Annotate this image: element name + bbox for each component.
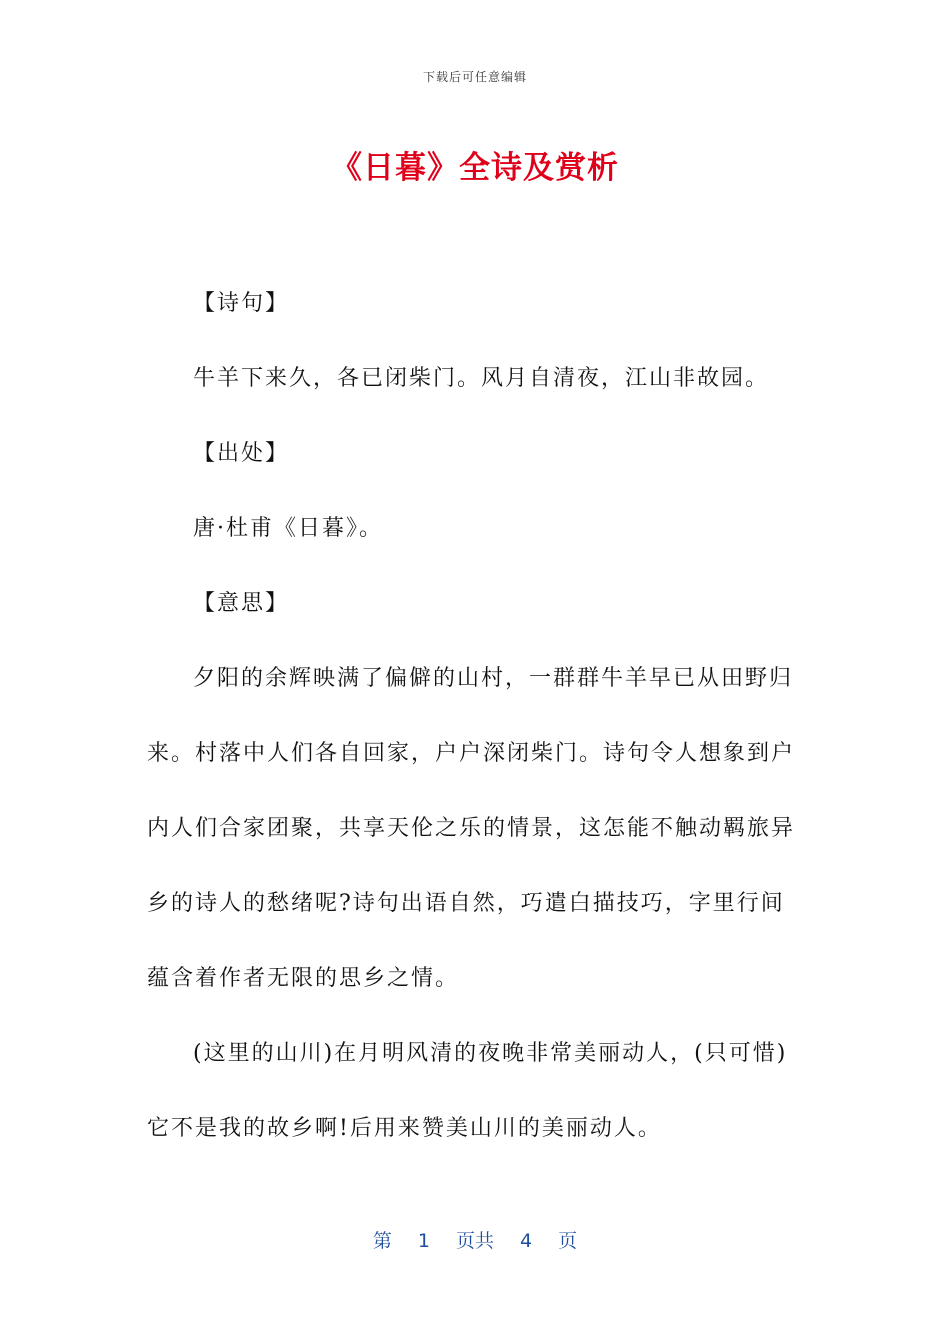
footer-suffix: 页 (558, 1230, 578, 1252)
page-title: 《日暮》全诗及赏析 (331, 150, 619, 186)
document-body (147, 266, 807, 1166)
verse-heading: 【诗句】 (193, 291, 290, 316)
footer-prefix: 第 (372, 1230, 392, 1252)
footer-page-number: 1 (417, 1230, 430, 1252)
source-text: 唐·杜甫《日暮》。 (193, 516, 383, 541)
meaning-heading: 【意思】 (193, 591, 290, 616)
header-note: 下载后可任意编辑 (422, 70, 527, 84)
footer-total-pages: 4 (520, 1230, 533, 1252)
page-footer (0, 1226, 950, 1253)
verse-text: 牛羊下来久，各已闭柴门。风月自清夜，江山非故园。 (193, 366, 770, 391)
source-heading: 【出处】 (193, 441, 290, 466)
meaning-paragraph-2: (这里的山川)在月明风清的夜晚非常美丽动人，(只可惜)它不是我的故乡啊!后用来赞美山川的美丽动人。 (147, 1041, 788, 1141)
footer-middle: 页共 (455, 1230, 494, 1252)
meaning-paragraph-1: 夕阳的余辉映满了偏僻的山村，一群群牛羊早已从田野归来。村落中人们各自回家，户户深闭柴门。诗句令人想象到户内人们合家团聚，共享天伦之乐的情景，这怎能不触动羁旅异乡的诗人的愁绪呢?诗句出语自然，巧遣白描技巧，字里行间蕴含着作者无限的思乡之情。 (147, 666, 796, 991)
